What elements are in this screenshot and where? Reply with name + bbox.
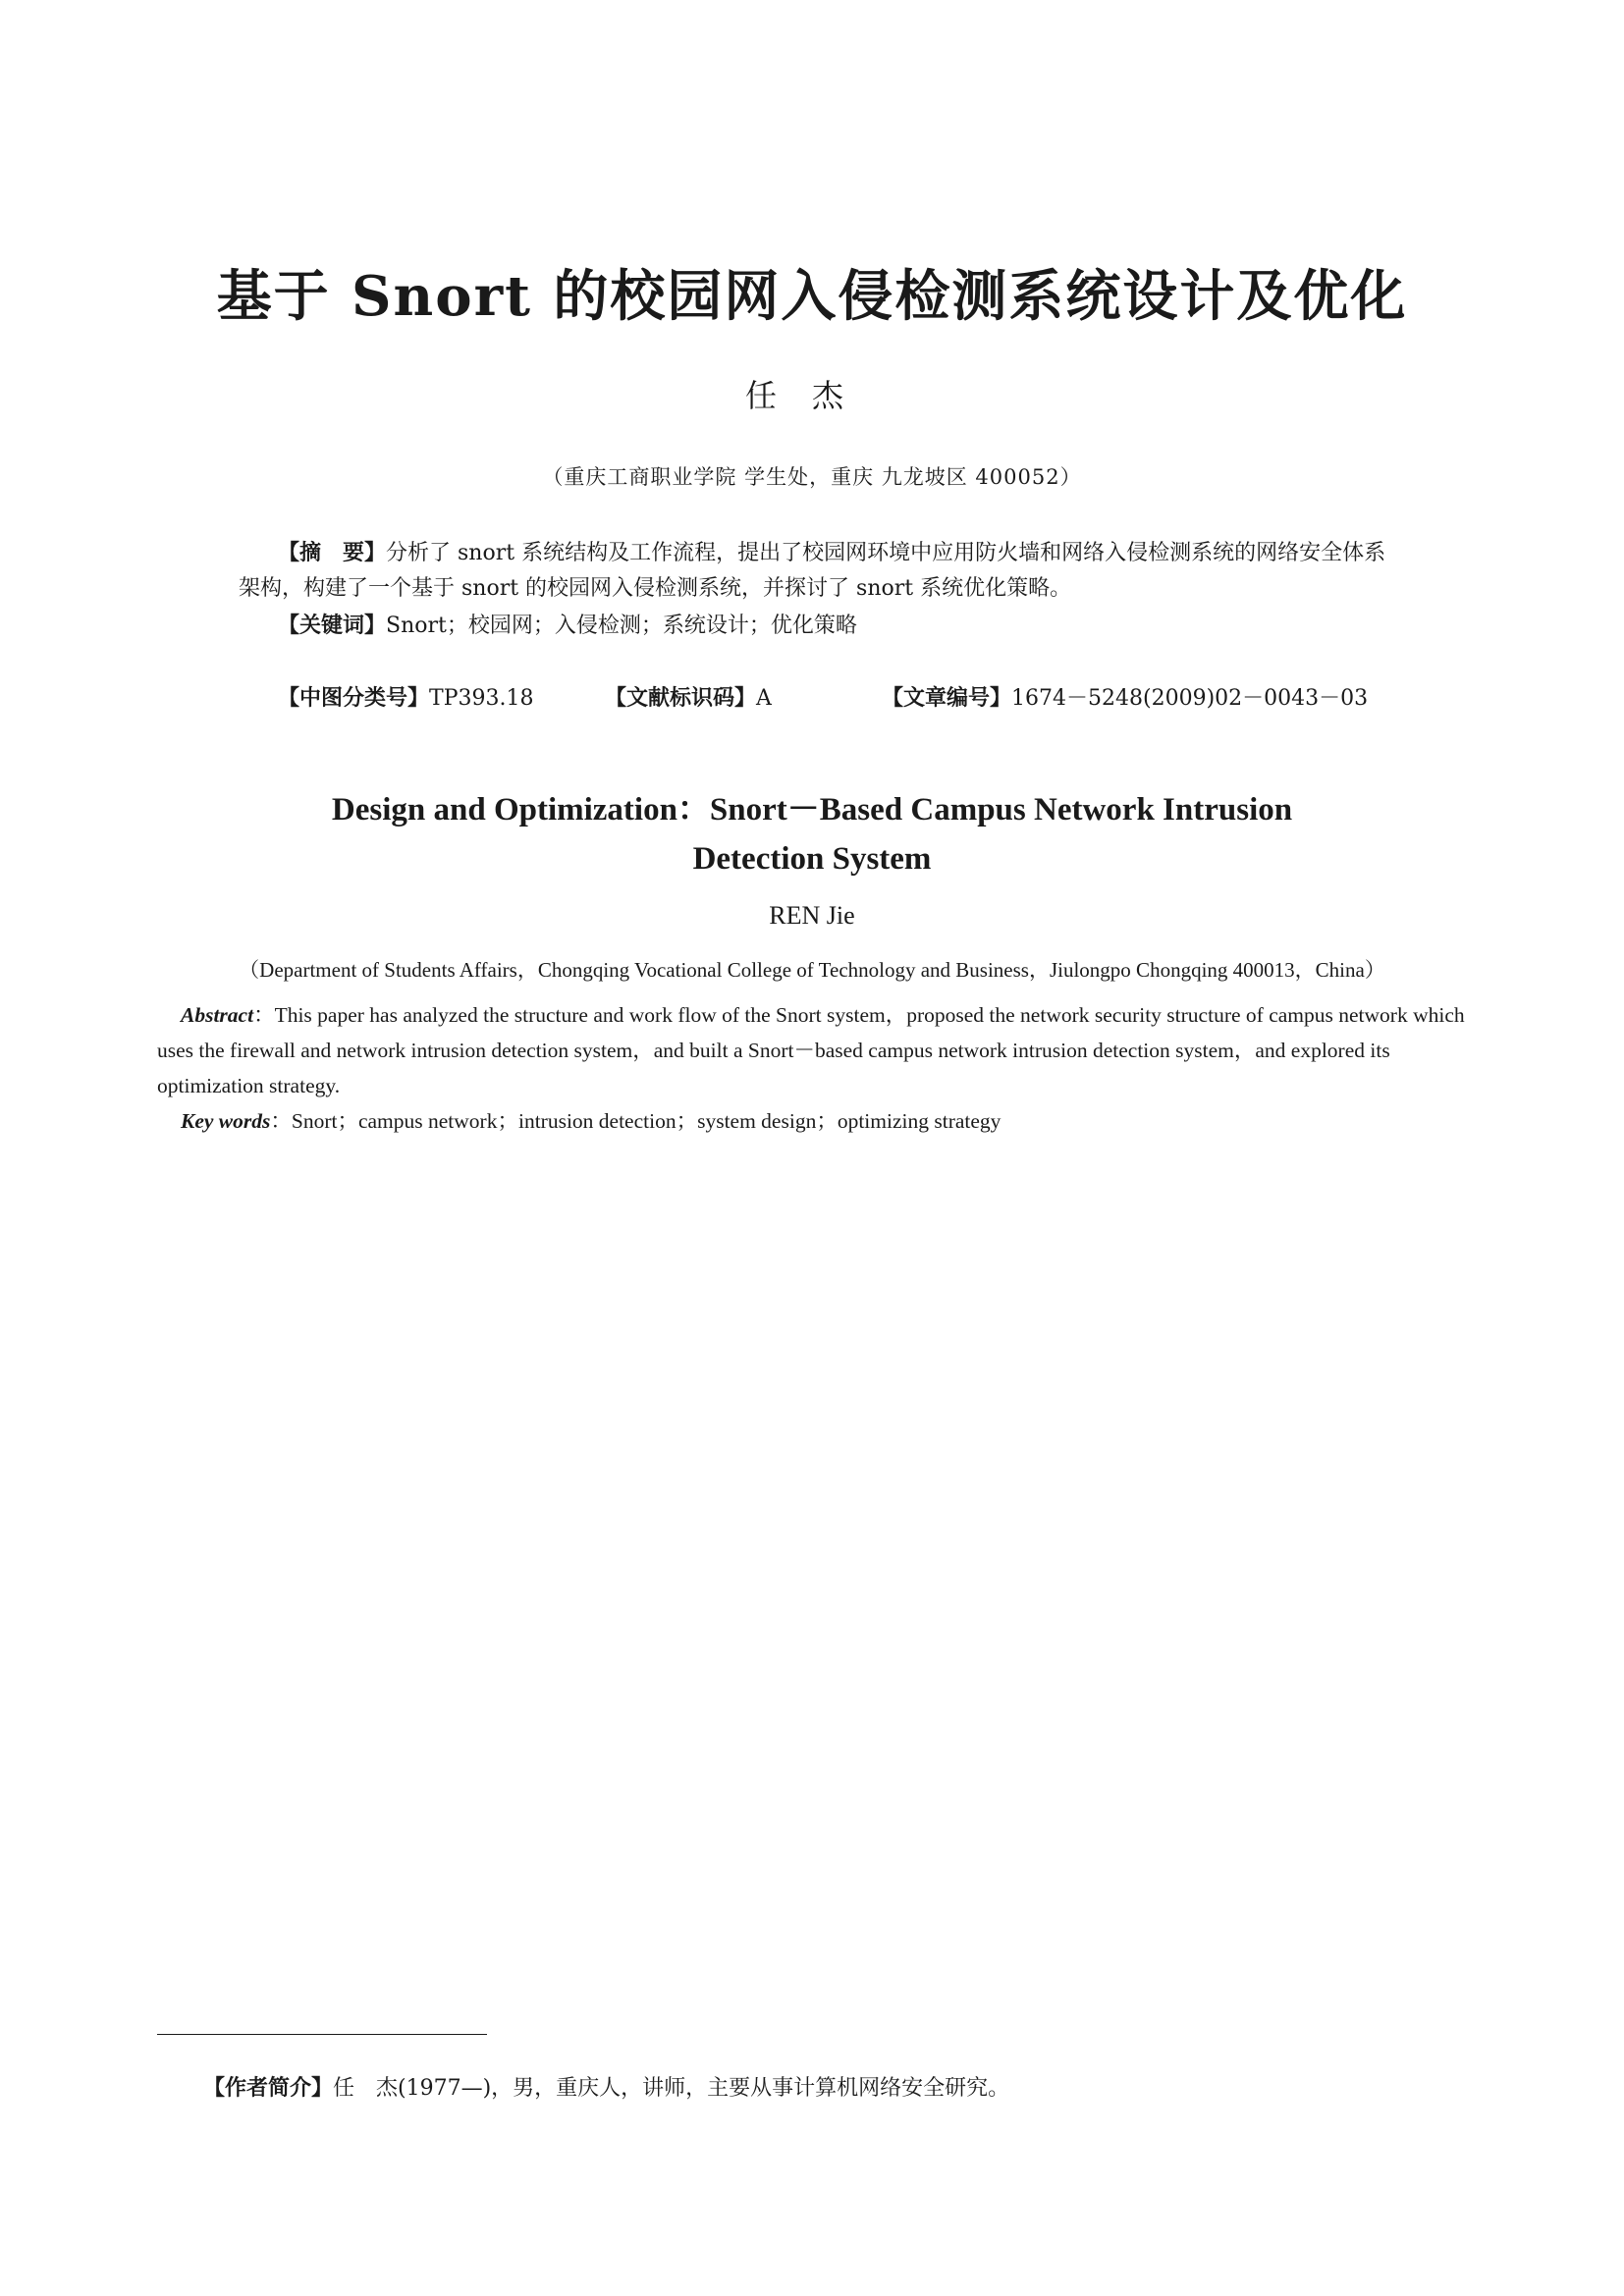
footnote-label: 【作者简介】 — [203, 2076, 334, 2101]
clc-number — [278, 681, 533, 712]
author-footnote — [203, 2071, 1009, 2102]
abstract-en — [157, 997, 1489, 1103]
keywords-cn — [278, 609, 1392, 639]
footnote-text: 任 杰(1977—)，男，重庆人，讲师，主要从事计算机网络安全研究。 — [333, 2076, 1010, 2101]
paper-title-en — [0, 785, 1624, 883]
doc-code-label: 【文献标识码】 — [605, 686, 757, 711]
affiliation-cn: （重庆工商职业学院 学生处，重庆 九龙坡区 400052） — [542, 465, 1082, 489]
abstract-cn-label: 【摘 要】 — [278, 541, 387, 565]
keywords-en-label: Key words — [181, 1109, 271, 1133]
footnote-divider — [157, 2034, 487, 2035]
author-en: REN Jie — [769, 901, 855, 930]
affiliation-en: （Department of Students Affairs，Chongqing Vocational College of Technology and Business，Jiulongpo Chongqing 400013，China） — [239, 958, 1385, 982]
abstract-en-text: ：This paper has analyzed the structure and work flow of the Snort system，proposed the network security structure of campus network which uses the firewall and network intrusion detection system，and built a Snort－based campus network intrusion detection system，and explored its optimization strategy. — [157, 1003, 1465, 1097]
author-cn: 任杰 — [744, 377, 879, 414]
document-code — [605, 681, 772, 712]
abstract-en-label: Abstract — [181, 1003, 254, 1027]
article-number — [882, 681, 1368, 712]
keywords-cn-text: Snort；校园网；入侵检测；系统设计；优化策略 — [386, 614, 857, 638]
keywords-en-text: ：Snort；campus network；intrusion detection；system design；optimizing strategy — [270, 1109, 1001, 1133]
abstract-cn — [239, 536, 1392, 607]
article-number-value: 1674－5248(2009)02－0043－03 — [1011, 686, 1369, 711]
paper-title-en-line2: Detection System — [692, 841, 932, 877]
keywords-en — [157, 1103, 1489, 1139]
paper-title-en-line1: Design and Optimization：Snort－Based Campus Network Intrusion — [331, 792, 1293, 828]
keywords-cn-label: 【关键词】 — [278, 614, 387, 638]
abstract-cn-text: 分析了 snort 系统结构及工作流程，提出了校园网环境中应用防火墙和网络入侵检测系统的网络安全体系架构，构建了一个基于 snort 的校园网入侵检测系统，并探讨了 snort 系统优化策略。 — [239, 541, 1386, 601]
clc-value: TP393.18 — [429, 686, 534, 711]
paper-title-cn: 基于 Snort 的校园网入侵检测系统设计及优化 — [216, 264, 1408, 329]
article-number-label: 【文章编号】 — [882, 686, 1012, 711]
clc-label: 【中图分类号】 — [278, 686, 430, 711]
doc-code-value: A — [756, 686, 772, 711]
